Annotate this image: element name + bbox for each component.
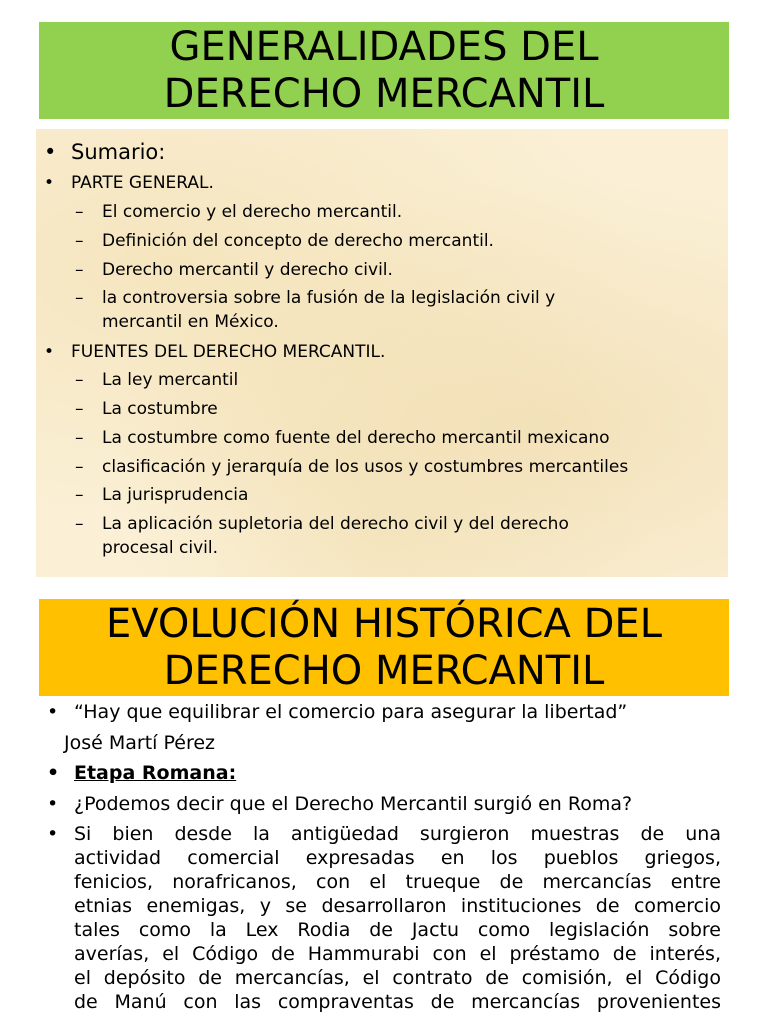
paragraph-line: actividad comercial expresadas en los pueblos griegos, (74, 847, 721, 869)
quote-author: José Martí Pérez (64, 732, 215, 754)
list-item-continuation: mercantil en México. (102, 312, 279, 332)
list-item-continuation: procesal civil. (102, 538, 218, 558)
list-item: – La costumbre (102, 397, 218, 421)
slide1-title-line1: GENERALIDADES DEL (169, 24, 599, 70)
slide1-title-line2: DERECHO MERCANTIL (163, 71, 605, 117)
list-item: – la controversia sobre la fusión de la legislación civil y (102, 286, 555, 310)
list-item: – clasificación y jerarquía de los usos y costumbres mercantiles (102, 455, 628, 479)
paragraph-line: tales como la Lex Rodia de Jactu como legislación sobre (74, 919, 721, 941)
slide2-title-line1: EVOLUCIÓN HISTÓRICA DEL (106, 601, 662, 647)
paragraph-line: fenicios, norafricanos, con el trueque de mercancías entre (74, 871, 721, 893)
quote-text: • “Hay que equilibrar el comercio para asegurar la libertad” (74, 700, 627, 724)
sumario-heading: • Sumario: (71, 140, 165, 164)
list-item: – La costumbre como fuente del derecho mercantil mexicano (102, 426, 610, 450)
question-text: • ¿Podemos decir que el Derecho Mercantil surgió en Roma? (74, 792, 632, 816)
paragraph (74, 822, 721, 1014)
paragraph-line: • Si bien desde la antigüedad surgieron muestras de una (74, 823, 721, 845)
list-item: – La aplicación supletoria del derecho civil y del derecho (102, 512, 569, 536)
list-item: – La jurisprudencia (102, 483, 248, 507)
list-item: – La ley mercantil (102, 368, 238, 392)
parte-general-heading: • PARTE GENERAL. (71, 171, 214, 195)
list-item: – Derecho mercantil y derecho civil. (102, 258, 393, 282)
paragraph-line: etnias enemigas, y se desarrollaron instituciones de comercio (74, 895, 721, 917)
list-item: – El comercio y el derecho mercantil. (102, 200, 402, 224)
paragraph-line: de Manú con las compraventas de mercancías provenientes (74, 991, 721, 1013)
paragraph-line: el depósito de mercancías, el contrato de comisión, el Código (74, 967, 721, 989)
slide2-title (39, 599, 729, 696)
paragraph-line: averías, el Código de Hammurabi con el préstamo de interés, (74, 943, 721, 965)
slide2-title-line2: DERECHO MERCANTIL (163, 648, 605, 694)
fuentes-heading: • FUENTES DEL DERECHO MERCANTIL. (71, 340, 385, 364)
etapa-romana-heading: • Etapa Romana: (74, 761, 236, 785)
list-item: – Definición del concepto de derecho mercantil. (102, 229, 494, 253)
slide1-title (39, 22, 729, 119)
